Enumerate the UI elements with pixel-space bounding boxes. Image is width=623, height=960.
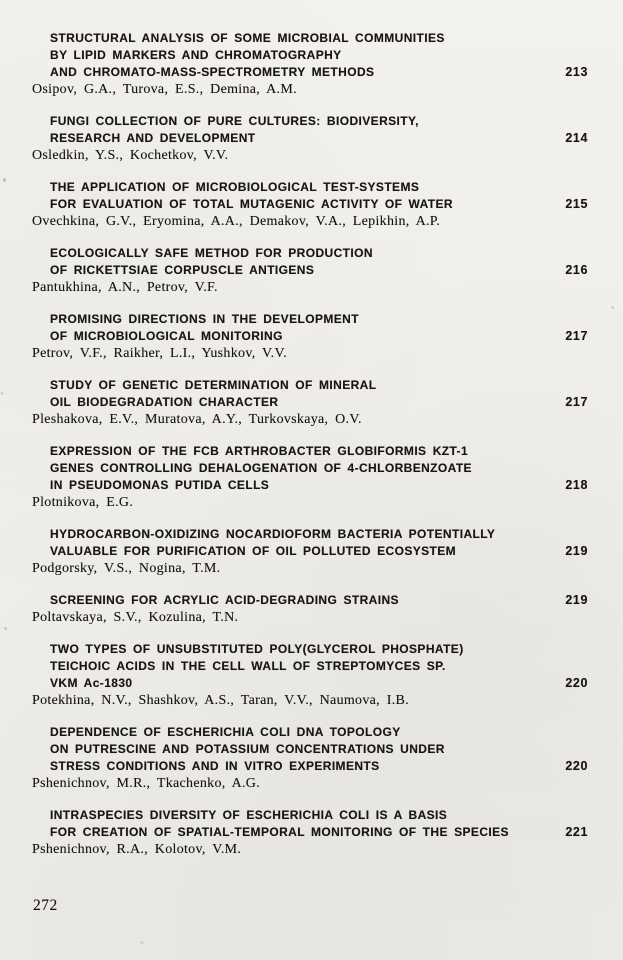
entry-authors: Pshenichnov, M.R., Tkachenko, A.G. bbox=[32, 776, 261, 791]
entry-authors: Poltavskaya, S.V., Kozulina, T.N. bbox=[32, 610, 239, 625]
toc-entry-main bbox=[50, 724, 588, 775]
entry-title-line: INTRASPECIES DIVERSITY OF ESCHERICHIA COLI IS A BASIS bbox=[50, 808, 448, 822]
entry-authors: Potekhina, N.V., Shashkov, A.S., Taran, V.V., Naumova, I.B. bbox=[32, 693, 409, 708]
toc-entry-main bbox=[50, 245, 588, 279]
entry-title-line: ECOLOGICALLY SAFE METHOD FOR PRODUCTION bbox=[50, 246, 373, 260]
scan-speck bbox=[3, 178, 6, 182]
scan-speck bbox=[140, 941, 144, 944]
toc-entry bbox=[32, 311, 588, 362]
entry-title-line: IN PSEUDOMONAS PUTIDA CELLS bbox=[50, 478, 270, 492]
entry-title bbox=[50, 807, 509, 841]
toc-entry-main bbox=[50, 30, 588, 81]
entry-title-line: SCREENING FOR ACRYLIC ACID-DEGRADING STRAINS bbox=[50, 593, 399, 607]
entry-title-line: RESEARCH AND DEVELOPMENT bbox=[50, 131, 256, 145]
toc-entry bbox=[32, 592, 588, 626]
entry-page-number: 219 bbox=[565, 593, 588, 607]
entry-title-line: FOR CREATION OF SPATIAL-TEMPORAL MONITORING OF THE SPECIES bbox=[50, 825, 509, 839]
entry-title bbox=[50, 592, 399, 609]
entry-authors: Pantukhina, A.N., Petrov, V.F. bbox=[32, 280, 218, 295]
toc-entry-main bbox=[50, 592, 588, 609]
entry-authors: Pleshakova, E.V., Muratova, A.Y., Turkovskaya, O.V. bbox=[32, 412, 362, 427]
toc-entry-main bbox=[50, 179, 588, 213]
entry-authors: Ovechkina, G.V., Eryomina, A.A., Demakov, V.A., Lepikhin, A.P. bbox=[32, 214, 441, 229]
toc-entry bbox=[32, 526, 588, 577]
entry-page-number: 213 bbox=[565, 65, 588, 79]
toc-entry bbox=[32, 30, 588, 98]
entry-title bbox=[50, 526, 495, 560]
entry-title-line: EXPRESSION OF THE FCB ARTHROBACTER GLOBIFORMIS KZT-1 bbox=[50, 444, 469, 458]
scan-speck bbox=[4, 627, 7, 630]
entry-title-line: OF MICROBIOLOGICAL MONITORING bbox=[50, 329, 283, 343]
toc-entry bbox=[32, 245, 588, 296]
entry-page-number: 221 bbox=[565, 825, 588, 839]
entry-page-number: 216 bbox=[565, 263, 588, 277]
entry-title-line: STRUCTURAL ANALYSIS OF SOME MICROBIAL COMMUNITIES bbox=[50, 31, 445, 45]
toc-entry-main bbox=[50, 641, 588, 692]
entry-title bbox=[50, 245, 373, 279]
entry-page-number: 214 bbox=[565, 131, 588, 145]
toc-entry-main bbox=[50, 377, 588, 411]
entry-title-line: PROMISING DIRECTIONS IN THE DEVELOPMENT bbox=[50, 312, 359, 326]
entry-page-number: 217 bbox=[565, 395, 588, 409]
entry-title-line: STRESS CONDITIONS AND IN VITRO EXPERIMENTS bbox=[50, 759, 380, 773]
entry-page-number: 215 bbox=[565, 197, 588, 211]
toc-entry bbox=[32, 113, 588, 164]
entry-page-number: 217 bbox=[565, 329, 588, 343]
entry-authors: Osledkin, Y.S., Kochetkov, V.V. bbox=[32, 148, 229, 163]
entry-page-number: 218 bbox=[565, 478, 588, 492]
toc-list bbox=[32, 30, 588, 858]
entry-title-line: BY LIPID MARKERS AND CHROMATOGRAPHY bbox=[50, 48, 342, 62]
toc-entry bbox=[32, 377, 588, 428]
entry-title-line: FUNGI COLLECTION OF PURE CULTURES: BIODIVERSITY, bbox=[50, 114, 419, 128]
entry-title bbox=[50, 179, 453, 213]
entry-title-line: HYDROCARBON-OXIDIZING NOCARDIOFORM BACTERIA POTENTIALLY bbox=[50, 527, 496, 541]
scan-speck bbox=[611, 306, 614, 309]
entry-authors: Podgorsky, V.S., Nogina, T.M. bbox=[32, 561, 221, 576]
entry-title bbox=[50, 113, 419, 147]
entry-page-number: 220 bbox=[565, 676, 588, 690]
toc-entry bbox=[32, 179, 588, 230]
entry-title-line: AND CHROMATO-MASS-SPECTROMETRY METHODS bbox=[50, 65, 375, 79]
entry-authors: Osipov, G.A., Turova, E.S., Demina, A.M. bbox=[32, 82, 297, 97]
entry-authors: Plotnikova, E.G. bbox=[32, 495, 134, 510]
entry-title-line: DEPENDENCE OF ESCHERICHIA COLI DNA TOPOLOGY bbox=[50, 725, 401, 739]
toc-entry bbox=[32, 724, 588, 792]
entry-authors: Petrov, V.F., Raikher, L.I., Yushkov, V.V. bbox=[32, 346, 287, 361]
entry-title bbox=[50, 443, 472, 494]
entry-title bbox=[50, 724, 445, 775]
toc-entry-main bbox=[50, 807, 588, 841]
toc-entry bbox=[32, 443, 588, 511]
footer-page-number: 272 bbox=[33, 897, 58, 914]
entry-title-line: ON PUTRESCINE AND POTASSIUM CONCENTRATIONS UNDER bbox=[50, 742, 445, 756]
toc-entry-main bbox=[50, 113, 588, 147]
entry-title-line: OIL BIODEGRADATION CHARACTER bbox=[50, 395, 279, 409]
toc-entry bbox=[32, 641, 588, 709]
entry-title-line: TWO TYPES OF UNSUBSTITUTED POLY(GLYCEROL PHOSPHATE) bbox=[50, 642, 464, 656]
scan-speck bbox=[1, 392, 3, 395]
entry-title bbox=[50, 641, 464, 692]
toc-entry-main bbox=[50, 311, 588, 345]
toc-entry-main bbox=[50, 443, 588, 494]
entry-title-line: THE APPLICATION OF MICROBIOLOGICAL TEST-SYSTEMS bbox=[50, 180, 420, 194]
entry-title-line: VALUABLE FOR PURIFICATION OF OIL POLLUTED ECOSYSTEM bbox=[50, 544, 457, 558]
entry-title bbox=[50, 311, 359, 345]
entry-authors: Pshenichnov, R.A., Kolotov, V.M. bbox=[32, 842, 242, 857]
entry-title bbox=[50, 30, 445, 81]
entry-title-line: FOR EVALUATION OF TOTAL MUTAGENIC ACTIVITY OF WATER bbox=[50, 197, 453, 211]
toc-entry-main bbox=[50, 526, 588, 560]
entry-title-line: OF RICKETTSIAE CORPUSCLE ANTIGENS bbox=[50, 263, 315, 277]
entry-title-line: GENES CONTROLLING DEHALOGENATION OF 4-CHLORBENZOATE bbox=[50, 461, 472, 475]
entry-page-number: 220 bbox=[565, 759, 588, 773]
entry-title-line: TEICHOIC ACIDS IN THE CELL WALL OF STREPTOMYCES SP. bbox=[50, 659, 446, 673]
entry-title-line: VKM Ac-1830 bbox=[50, 676, 133, 690]
entry-page-number: 219 bbox=[565, 544, 588, 558]
toc-entry bbox=[32, 807, 588, 858]
entry-title-line: STUDY OF GENETIC DETERMINATION OF MINERAL bbox=[50, 378, 377, 392]
entry-title bbox=[50, 377, 376, 411]
